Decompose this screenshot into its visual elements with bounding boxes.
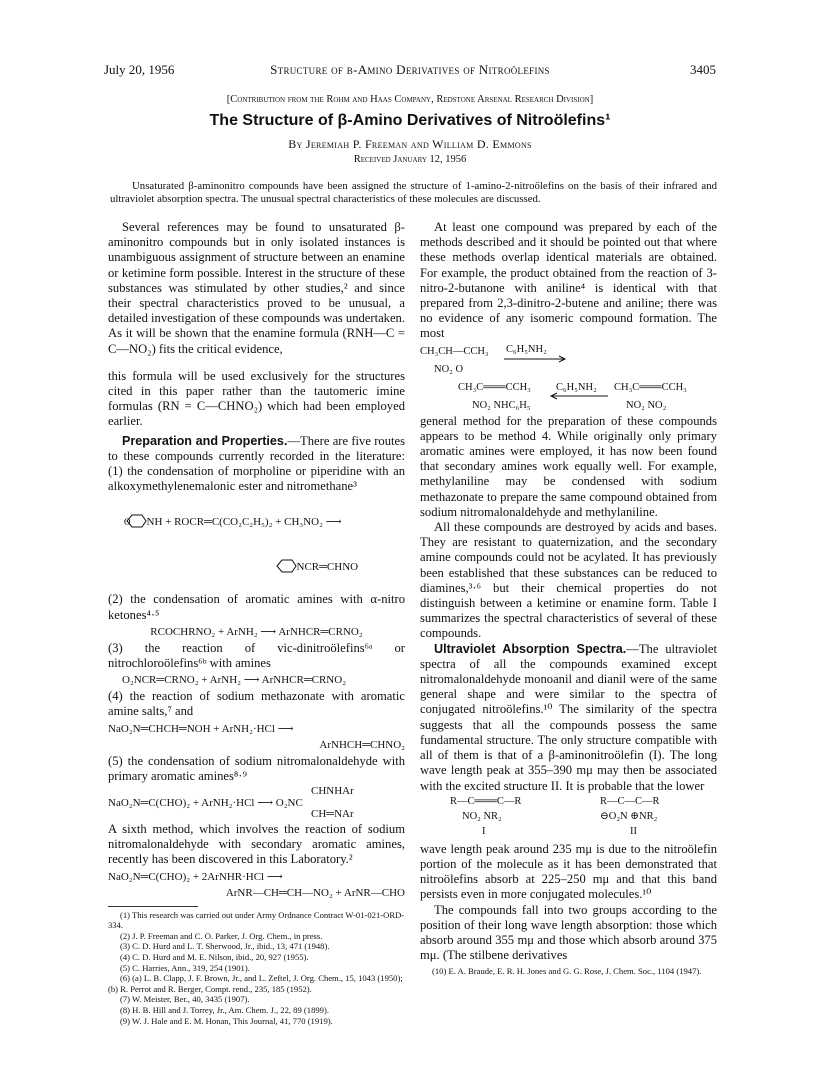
equation-5-main: NaO₂N═C(CHO)₂ + ArNH₂·HCl ⟶ O₂NC — [108, 797, 303, 810]
footnote: (8) H. B. Hill and J. Torrey, Jr., Am. Chem. J., 22, 89 (1899). — [120, 1005, 329, 1016]
equation-3: O₂NCR═CRNO₂ + ArNH₂ ⟶ ArNHCR═CRNO₂ — [122, 674, 347, 687]
footnote: (4) C. D. Hurd and M. E. Nilson, ibid., 20, 927 (1955). — [120, 952, 309, 963]
left-column — [108, 220, 405, 1026]
running-title: Structure of β-Amino Derivatives of Nitroölefins — [270, 62, 550, 77]
footnote: (9) W. J. Hale and E. M. Honan, This Journal, 41, 770 (1919). — [120, 1015, 333, 1026]
equation-6-line-2: ArNR—CH═CH—NO₂ + ArNR—CHO — [225, 886, 405, 899]
structure-I: R—C═══C—R — [450, 795, 522, 807]
intro-paragraph: Several references may be found to unsaturated β-aminonitro compounds but in only isolated instances is unambiguous assignment of structure between an enamine or ketimine form possible. Interest in the structure of these substances was stimulated by other studies,² and since their spectral characteristics proved to be unusual, a detailed investigation of these compounds was undertaken. As it will be shown that the enamine formula (RNH—C = C—NO₂) fits the critical evidence, — [108, 220, 405, 356]
uv-text: —The ultraviolet spectra of all the compounds examined except nitromalonaldehyde monoanil and dianil were of the same general shape and were similar to the spectra of conjugated nitroölefins.¹⁰ The similarity of the spectra suggests that all the compounds possess the same fundamental structure. The only structure compatible with all of them is that of a β-aminonitroölefin (I). The long wave length peak at 355–390 mμ may then be associated with the excited structure II. It is probable that the lower — [420, 641, 717, 793]
footnote-rule — [108, 906, 198, 907]
equation-5 — [108, 786, 405, 820]
general-method-paragraph: general method for the preparation of these compounds appears to be method 4. While originally only primary aromatic amines were employed, it has now been found that secondary amines work equally well. For example, methylaniline may be condensed with sodium methazonate to prepare the same compound obtained from sodium nitromalonaldehyde and methylaniline. — [420, 413, 717, 519]
footnotes-left — [108, 910, 405, 1027]
ring-icon — [275, 559, 297, 573]
preparation-text: —There are five routes to these compounds currently recorded in the literature: (1) the condensation of morpholine or piperidine with an alkoxymethylenemalonic ester and nitromethane³ — [108, 433, 405, 494]
structure-I-label: I — [482, 825, 486, 837]
sixth-method-paragraph: A sixth method, which involves the reaction of sodium nitromalonaldehyde with secondary aromatic amines, recently has been discovered in this Laboratory.² — [108, 822, 405, 867]
equation-5-top: CHNHAr — [311, 785, 354, 798]
equation-4-line-1: NaO₂N═CHCH═NOH + ArNH₂·HCl ⟶ — [108, 722, 294, 735]
equation-1-product — [108, 545, 405, 588]
footnote: (2) J. P. Freeman and C. O. Parker, J. Org. Chem., in press. — [120, 930, 323, 941]
scheme-ketone-sub: NO₂ O — [434, 363, 464, 375]
arrow-icon — [504, 356, 568, 362]
uv-paragraph — [420, 642, 717, 794]
route-3: (3) the reaction of vic-dinitroölefins⁶ᵃ or nitrochloroölefins⁶ᵇ with amines — [108, 640, 405, 671]
running-head — [104, 62, 716, 82]
author-byline: By Jeremiah P. Freeman and William D. Emmons — [288, 137, 532, 151]
arrow-left-icon — [550, 393, 610, 399]
article-title: The Structure of β-Amino Derivatives of Nitroölefins¹ — [209, 112, 611, 129]
footnote: (1) This research was carried out under Army Ordnance Contract W-01-021-ORD-334. — [108, 909, 405, 931]
reaction-scheme — [420, 344, 717, 414]
structure-II-sub: ⊖O₂N ⊕NR₂ — [600, 810, 658, 822]
structure-I-sub: NO₂ NR₂ — [462, 810, 502, 822]
equation-5-bottom: CH═NAr — [311, 808, 354, 821]
issue-date: July 20, 1956 — [104, 62, 175, 77]
page-number: 3405 — [690, 62, 716, 77]
contribution-line: [Contribution from the Rohm and Haas Company, Redstone Arsenal Research Division] — [226, 94, 594, 105]
preparation-paragraph — [108, 434, 405, 495]
abstract: Unsaturated β-aminonitro compounds have been assigned the structure of 1-amino-2-nitroölefins on the basis of their infrared and ultraviolet absorption spectra. The unusual spectral characteristics of these molecules are discussed. — [110, 180, 717, 205]
footnote: (7) W. Meister, Ber., 40, 3435 (1907). — [120, 994, 250, 1005]
footnote: (10) E. A. Braude, E. R. H. Jones and G. G. Rose, J. Chem. Soc., 1104 (1947). — [432, 966, 702, 977]
footnote: (5) C. Harries, Ann., 319, 254 (1901). — [120, 962, 250, 973]
methods-paragraph: At least one compound was prepared by each of the methods described and it should be pointed out that where these methods overlap identical materials are obtained. For example, the product obtained from the reaction of 3-nitro-2-butanone with aniline⁴ is identical with that prepared from 2,3-dinitro-2-butene and aniline; there was no evidence of any isomeric compound formation. The most — [420, 220, 717, 341]
scheme-reagent-1: C₆H₅NH₂ — [506, 343, 547, 355]
footnote: (6) (a) L. B. Clapp, J. F. Brown, Jr., and L. Zeftel, J. Org. Chem., 15, 1043 (1950); (b) R. Perrot and R. Berger, Compt. rend., 235, 185 (1952). — [108, 973, 403, 994]
scheme-dinitro: CH₃C═══CCH₃ — [614, 381, 687, 393]
ring-icon — [125, 514, 147, 528]
equation-6-line-1: NaO₂N═C(CHO)₂ + 2ArNHR·HCl ⟶ — [108, 870, 283, 883]
route-5: (5) the condensation of sodium nitromalonaldehyde with primary aromatic amines⁸·⁹ — [108, 753, 405, 783]
section-heading-preparation: Preparation and Properties. — [122, 433, 288, 448]
uv-band-paragraph: wave length peak around 235 mμ is due to the nitroölefin portion of the molecule as it has been demonstrated that nitroölefins absorb at 225–250 mμ and that this band persists even in more conjugated molecules.¹⁰ — [420, 841, 717, 902]
equation-1-line-1: NH + ROCR═C(CO₂C₂H₅)₂ + CH₃NO₂ ⟶ — [146, 516, 342, 529]
scheme-reagent-2: C₆H₅NH₂ — [556, 381, 597, 393]
equation-2: RCOCHRNO₂ + ArNH₂ ⟶ ArNHCR═CRNO₂ — [150, 625, 363, 638]
scheme-ketone: CH₃CH—CCH₃ — [420, 345, 489, 357]
footnote: (3) C. D. Hurd and L. T. Sherwood, Jr., ibid., 13, 471 (1948). — [120, 941, 330, 952]
equation-4-line-2: ArNHCH═CHNO₂ — [319, 738, 405, 751]
groups-paragraph: The compounds fall into two groups according to the position of their long wave length absorption: those which absorb around 355 mμ and those which absorb around 375 mμ. (The stilbene derivatives — [420, 902, 717, 963]
right-column — [420, 220, 717, 977]
scheme-dinitro-sub: NO₂ NO₂ — [626, 399, 667, 411]
structures — [420, 796, 717, 842]
svg-text:O: O — [123, 517, 130, 528]
structure-II: R—C—C—R — [600, 795, 660, 807]
route-4: (4) the reaction of sodium methazonate with aromatic amine salts,⁷ and — [108, 689, 405, 719]
route-2: (2) the condensation of aromatic amines with α-nitro ketones⁴·⁵ — [108, 592, 405, 622]
section-heading-uv: Ultraviolet Absorption Spectra. — [434, 641, 627, 656]
properties-paragraph: All these compounds are destroyed by acids and bases. They are resistant to quaternization, and the secondary amine compounds could not be acylated. It has previously been established that these substances can be reduced to diamines,³·⁶ but their chemical properties do not distinguish between a ketimine or enamine form. Table I summarizes the spectral characteristics of several of these compounds. — [420, 520, 717, 641]
equation-1-line-2: NCR═CHNO — [296, 561, 359, 574]
structure-II-label: II — [630, 825, 637, 837]
intro-paragraph-cont: this formula will be used exclusively for the structures cited in this paper rather than the tautomeric imine formulas (RN = C—CHNO₂) which had been employed earlier. — [108, 368, 405, 429]
scheme-product-sub: NO₂ NHC₆H₅ — [472, 399, 531, 411]
scheme-product: CH₃C═══CCH₃ — [458, 381, 531, 393]
equation-1 — [108, 500, 405, 543]
received-date: Received January 12, 1956 — [353, 154, 467, 165]
